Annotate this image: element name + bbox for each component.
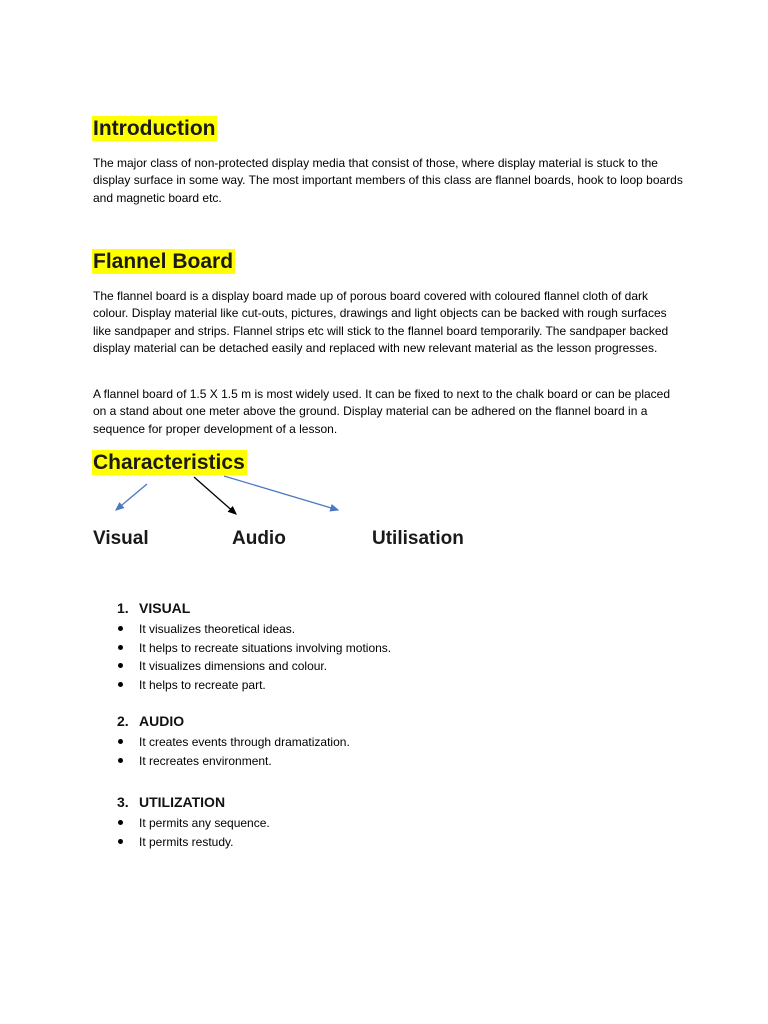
list-item <box>117 620 617 639</box>
arrow-to-audio <box>194 477 236 514</box>
bullet-icon <box>118 663 123 668</box>
bullet-icon <box>118 739 123 744</box>
characteristics-heading: Characteristics <box>93 451 245 474</box>
bullet-list <box>117 733 617 770</box>
flannel-paragraph-2: A flannel board of 1.5 X 1.5 m is most widely used. It can be fixed to next to the chalk board or can be placed on a stand about one meter above the ground. Display material can be adhered on the flannel board in a sequence for proper development of a lesson. <box>93 387 671 436</box>
list-item <box>117 657 617 676</box>
bullet-icon <box>118 820 123 825</box>
list-item <box>117 814 617 833</box>
section-title <box>117 712 617 730</box>
bullet-list <box>117 620 617 694</box>
list-item-text: It permits restudy. <box>139 834 234 849</box>
bullet-list <box>117 814 617 851</box>
section-visual <box>117 599 617 694</box>
characteristics-categories <box>93 527 593 553</box>
introduction-heading: Introduction <box>93 117 216 140</box>
bullet-icon <box>118 626 123 631</box>
list-item-text: It permits any sequence. <box>139 816 270 830</box>
list-item-text: It recreates environment. <box>139 753 272 768</box>
section-audio <box>117 712 617 770</box>
list-item <box>117 733 617 752</box>
list-item-text: It visualizes dimensions and colour. <box>139 659 328 674</box>
category-audio: Audio <box>232 528 286 549</box>
flannel-board-heading: Flannel Board <box>93 250 234 273</box>
section-title-text: VISUAL <box>139 600 191 616</box>
flannel-paragraph-1: The flannel board is a display board made up of porous board covered with coloured flannel cloth of dark colour. Display material like cut-outs, pictures, drawings and light objects can be backed with rough surfaces like sandpaper and strips. Flannel strips etc will stick to the flannel board temporarily. The sandpaper backed display material can be detached easily and replaced with new relevant material as the lesson progresses. <box>93 289 669 355</box>
section-title-text: UTILIZATION <box>139 794 226 810</box>
section-title <box>117 793 617 811</box>
arrow-to-utilisation <box>224 476 338 510</box>
bullet-icon <box>118 758 123 763</box>
section-title <box>117 599 617 617</box>
arrow-to-visual <box>116 484 147 510</box>
introduction-paragraph: The major class of non-protected display media that consist of those, where display material is stuck to the display surface in some way. The most important members of this class are flannel boards, hook to loop boards and magnetic board etc. <box>93 156 683 205</box>
category-utilisation: Utilisation <box>372 528 464 549</box>
list-item-text: It visualizes theoretical ideas. <box>139 622 296 636</box>
section-utilization <box>117 793 617 851</box>
list-item <box>117 639 617 658</box>
bullet-icon <box>118 645 123 650</box>
list-item <box>117 752 617 771</box>
bullet-icon <box>118 839 123 844</box>
section-number: 1. <box>117 600 129 616</box>
bullet-icon <box>118 682 123 687</box>
list-item-text: It creates events through dramatization. <box>139 735 350 749</box>
list-item <box>117 833 617 852</box>
section-number: 2. <box>117 713 129 729</box>
list-item-text: It helps to recreate part. <box>139 677 266 692</box>
section-number: 3. <box>117 794 129 810</box>
section-title-text: AUDIO <box>139 713 185 729</box>
category-visual: Visual <box>93 528 149 549</box>
list-item <box>117 676 617 695</box>
list-item-text: It helps to recreate situations involving motions. <box>139 640 392 655</box>
